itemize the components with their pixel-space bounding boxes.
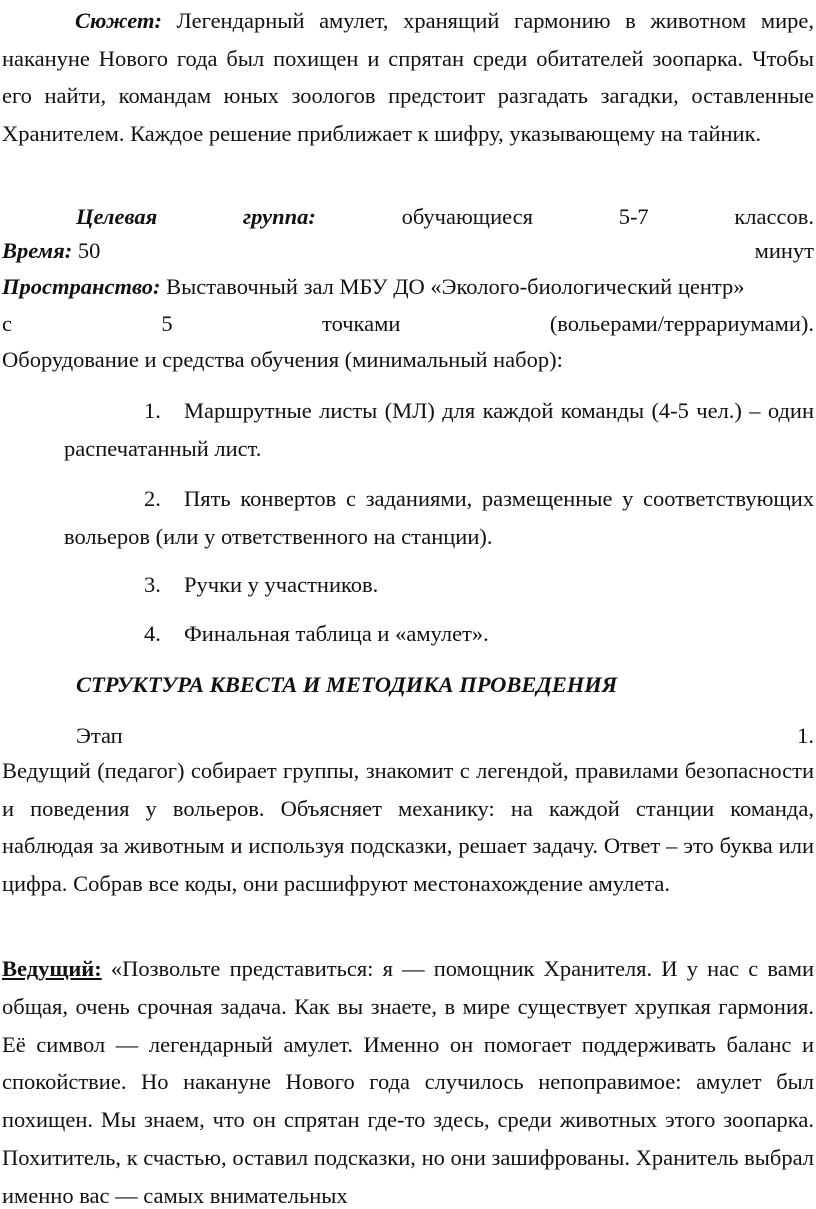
section-title: СТРУКТУРА КВЕСТА И МЕТОДИКА ПРОВЕДЕНИЯ: [76, 672, 618, 697]
equipment-item-text: Финальная таблица и «амулет».: [184, 621, 489, 646]
equipment-item-number: 3.: [144, 572, 161, 597]
space-line-1: [2, 268, 814, 306]
equipment-item: [64, 392, 814, 467]
host-text: «Позвольте представиться: я — помощник Хранителя. И у нас с вами общая, очень срочная задача. Как вы знаете, в мире существует хрупкая гармония. Её символ — легендарный амулет. Именно он помогает поддерживать баланс и спокойствие. Но накануне Нового года случилось непоправимое: амулет был похищен. Мы знаем, что он спрятан где-то здесь, среди животных этого зоопарка. Похититель, к счастью, оставил подсказки, но они зашифрованы. Хранитель выбрал именно вас — самых внимательных: [2, 956, 814, 1208]
equipment-item: [64, 480, 814, 555]
equipment-item-number: 4.: [144, 621, 161, 646]
space-word1: с: [2, 311, 12, 336]
space-line-2: [2, 305, 814, 343]
time-label: Время:: [2, 238, 73, 263]
stage-paragraph: Ведущий (педагог) собирает группы, знакомит с легендой, правилами безопасности и поведения у вольеров. Объясняет механику: на каждой станции команда, наблюдая за животным и используя подсказки, решает задачу. Ответ – это буква или цифра. Собрав все коды, они расшифруют местонахождение амулета.: [2, 758, 814, 896]
equipment-item-number: 1.: [144, 398, 161, 423]
stage-row: [76, 717, 814, 755]
equipment-item-text: Маршрутные листы (МЛ) для каждой команды (4-5 чел.) – один распечатанный лист.: [64, 398, 814, 461]
equipment-item: [64, 566, 814, 604]
host-label: Ведущий:: [2, 956, 102, 981]
time-unit: минут: [754, 238, 814, 263]
equipment-item-text: Ручки у участников.: [184, 572, 379, 597]
plot-text: Легендарный амулет, хранящий гармонию в животном мире, накануне Нового года был похищен и спрятан среди обитателей зоопарка. Чтобы его найти, командам юных зоологов предстоит разгадать загадки, оставленные Хранителем. Каждое решение приближает к шифру, указывающему на тайник.: [2, 8, 814, 146]
equipment-item-text: Пять конвертов с заданиями, размещенные у соответствующих вольеров (или у ответственного на станции).: [64, 486, 814, 549]
target-group-word2: 5-7: [618, 204, 649, 229]
time-row: [2, 232, 814, 270]
target-group-label-word1: Целевая: [76, 204, 158, 229]
host-paragraph: [2, 950, 814, 1209]
space-word3: точками: [322, 311, 401, 336]
plot-paragraph: [2, 2, 814, 152]
time-value: 50: [77, 238, 101, 263]
space-word4: (вольерами/террариумами).: [549, 311, 814, 336]
target-group-word1: обучающиеся: [401, 204, 534, 229]
equipment-item: [64, 615, 814, 653]
space-label: Пространство:: [2, 274, 161, 299]
stage-number: 1.: [797, 723, 814, 748]
space-text-line1: Выставочный зал МБУ ДО «Эколого-биологический центр»: [166, 274, 745, 299]
equipment-intro: Оборудование и средства обучения (минимальный набор):: [2, 347, 563, 372]
stage-word: Этап: [76, 723, 123, 748]
space-word2: 5: [161, 311, 173, 336]
equipment-item-number: 2.: [144, 486, 161, 511]
target-group-row: [76, 198, 814, 236]
target-group-word3: классов.: [734, 204, 814, 229]
plot-label: Сюжет:: [75, 8, 162, 33]
target-group-label-word2: группа:: [242, 204, 316, 229]
